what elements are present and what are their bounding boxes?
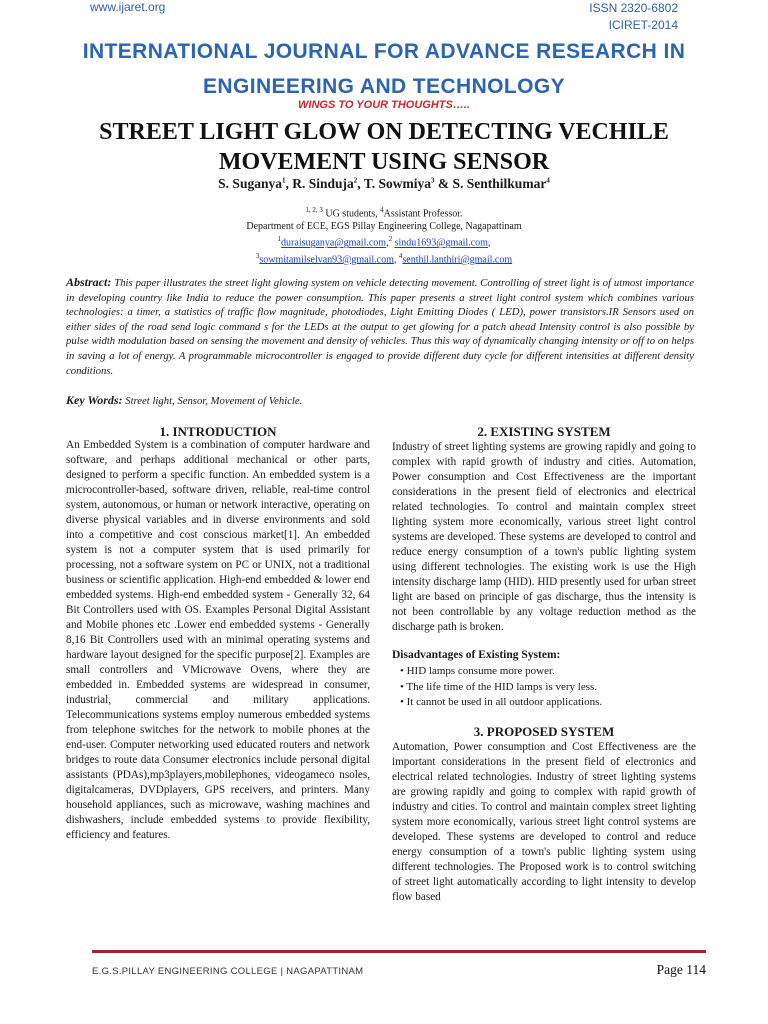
email-sup: 3 — [255, 251, 260, 260]
keywords-text: Street light, Sensor, Movement of Vehicle. — [122, 395, 303, 407]
email-link[interactable]: duraisuganya@gmail.com — [281, 237, 387, 249]
section-heading-proposed-system: 3. PROPOSED SYSTEM — [473, 724, 615, 739]
issn-number: ISSN 2320-6802 — [589, 1, 678, 15]
section-heading-existing-system: 2. EXISTING SYSTEM — [477, 424, 611, 439]
author-name: S. Suganya — [218, 176, 282, 191]
roles-professor: Assistant Professor. — [383, 208, 463, 220]
email-sup: 2 — [388, 235, 393, 244]
footer-divider — [92, 950, 706, 953]
author-name: R. Sinduja — [292, 176, 354, 191]
email-line-2: $^3$sowmitamilselvan93@gmail.com, $^4$senthil.lanthiri@gmail.com — [255, 251, 513, 265]
disadvantages-heading: Disadvantages of Existing System: — [392, 649, 561, 661]
keywords — [66, 393, 302, 408]
list-item: • HID lamps consume more power. — [400, 665, 555, 677]
proposed-system-text: Automation, Power consumption and Cost Effectiveness are the important considerations in the present field of electronics and electrical related technologies. Industry of street lighting systems are growing rapidly and going to complex with rapid growth of industry and cities. To control and maintain complex street lighting system more economically, various street light control systems are developed. These systems are developed to control and reduce energy consumption of a town's public lighting system using different technologies. The Proposed work is to control switching of street light automatically according to light intensity to develop flow based — [392, 741, 696, 903]
abstract — [66, 275, 694, 378]
author-roles — [0, 204, 768, 220]
journal-title-line1: INTERNATIONAL JOURNAL FOR ADVANCE RESEARCH IN — [82, 40, 686, 63]
roles-sup: 1, 2, 3 — [305, 206, 323, 214]
department: Department of ECE, EGS Pillay Engineering College, Nagapattinam — [246, 221, 522, 233]
email-line-1: $^1$duraisuganya@gmail.com,$^2$ sindu1693@gmail.com, — [277, 235, 491, 249]
introduction-text: An Embedded System is a combination of computer hardware and software, and perhaps additional mechanical or other parts, designed to perform a specific function. An embedded system is a microcontroller-based, software driven, reliable, real-time control system, autonomous, or human or network interactive, operating on diverse physical variables and in diverse environments and sold into a competitive and cost conscious market[1]. An embedded system is not a computer system that is used primarily for processing, not a software system on PC or UNIX, not a traditional business or scientific application. High-end embedded & lower end embedded systems. High-end embedded system - Generally 32, 64 Bit Controllers used with OS. Examples Personal Digital Assistant and Mobile phones etc .Lower end embedded systems - Generally 8,16 Bit Controllers used with an minimal operating systems and hardware layout designed for the specific purpose[2]. Examples are small controllers and VMicrowave Ovens, where they are embedded in. Embedded systems are widespread in consumer, industrial, commercial and military applications. Telecommunications systems employ numerous embedded systems from telephone switches for the network to mobile phones at the end-user. Computer networking used educated routers and network bridges to route data Consumer electronics include personal digital assistants (PDAs),mp3players,mobilephones, videogameco nsoles, digitalcameras, DVDplayers, GPS receivers, and printers. Many household appliances, such as microwave, washing machines and dishwashers, include embedded systems to provide flexibility, efficiency and features. — [66, 439, 370, 841]
journal-issn-block — [589, 0, 678, 34]
paper-title: STREET LIGHT GLOW ON DETECTING VECHILE MOVEMENT USING SENSOR — [99, 119, 669, 175]
roles-sup: 4 — [380, 206, 384, 214]
email-sup: 1 — [277, 235, 282, 244]
abstract-label: Abstract: — [66, 275, 112, 289]
journal-title-line2: ENGINEERING AND TECHNOLOGY — [203, 75, 565, 98]
author-sep: , — [357, 176, 364, 191]
email-link[interactable]: sindu1693@gmail.com — [394, 237, 488, 249]
author-sep: , — [285, 176, 293, 191]
email-link[interactable]: sowmitamilselvan93@gmail.com — [259, 253, 394, 265]
conference-name: ICIRET-2014 — [608, 18, 678, 32]
disadvantages-list — [400, 664, 602, 711]
email-link[interactable]: senthil.lanthiri@gmail.com — [402, 253, 513, 265]
author-sup: 1 — [281, 176, 286, 185]
author-sup: 4 — [546, 176, 550, 185]
email-sup: 4 — [398, 251, 403, 260]
author-list — [0, 176, 768, 192]
existing-system-text: Industry of street lighting systems are growing rapidly and going to complex with rapid growth of industry and cities. Automation, Power consumption and Cost Effectiveness are the important considerations in the present field of electronics and electrical related technologies. To control and maintain complex street lighting system more economically, various street light control systems are developed. These systems are developed to control and reduce energy consumption of a town's public lighting system using different technologies. The existing work is use the High intensity discharge lamp (HID). HID presently used for urban street light are based on principle of gas discharge, thus the intensity is not been controllable by any voltage reduction method as the discharge path is broken. — [392, 441, 696, 633]
keywords-label: Key Words: — [66, 393, 123, 407]
author-sep: & — [434, 176, 453, 191]
section-heading-introduction: 1. INTRODUCTION — [159, 424, 277, 439]
author-name: T. Sowmiya — [363, 176, 432, 191]
footer-college: E.G.S.PILLAY ENGINEERING COLLEGE | NAGAPATTINAM — [92, 966, 364, 977]
list-item: • The life time of the HID lamps is very less. — [400, 680, 598, 693]
abstract-text: This paper illustrates the street light glowing system on vehicle detecting movement. Controlling of street light is of utmost importance in developing country like India to reduce the power consumption. This paper presents a street light control system which combines various technologies: a timer, a statistics of traffic flow magnitude, photodiodes, Light Emitting Diodes ( LED), power transistors.IR Sensors used on either sides of the road send logic command s for the LEDs at the output to get glowing for a patch ahead Intensity control is also possible by pulse width modulation based on sensing the movement and density of vehicles. Thus this way of dynamically changing intensity or off to on helps in saving a lot of energy. A programmable microcontroller is engaged to provide different duty cycle for different intensities at different density conditions. — [66, 277, 694, 377]
page-number: Page 114 — [656, 962, 706, 977]
roles-students: UG students, — [322, 208, 381, 220]
author-sup: 3 — [431, 176, 435, 185]
author-name: S. Senthilkumar — [452, 176, 547, 191]
list-item: • It cannot be used in all outdoor applications. — [400, 696, 603, 708]
affiliation-block — [0, 204, 768, 266]
journal-tagline: WINGS TO YOUR THOUGHTS….. — [298, 99, 470, 111]
journal-website[interactable]: www.ijaret.org — [90, 0, 166, 14]
author-sup: 2 — [353, 176, 358, 185]
